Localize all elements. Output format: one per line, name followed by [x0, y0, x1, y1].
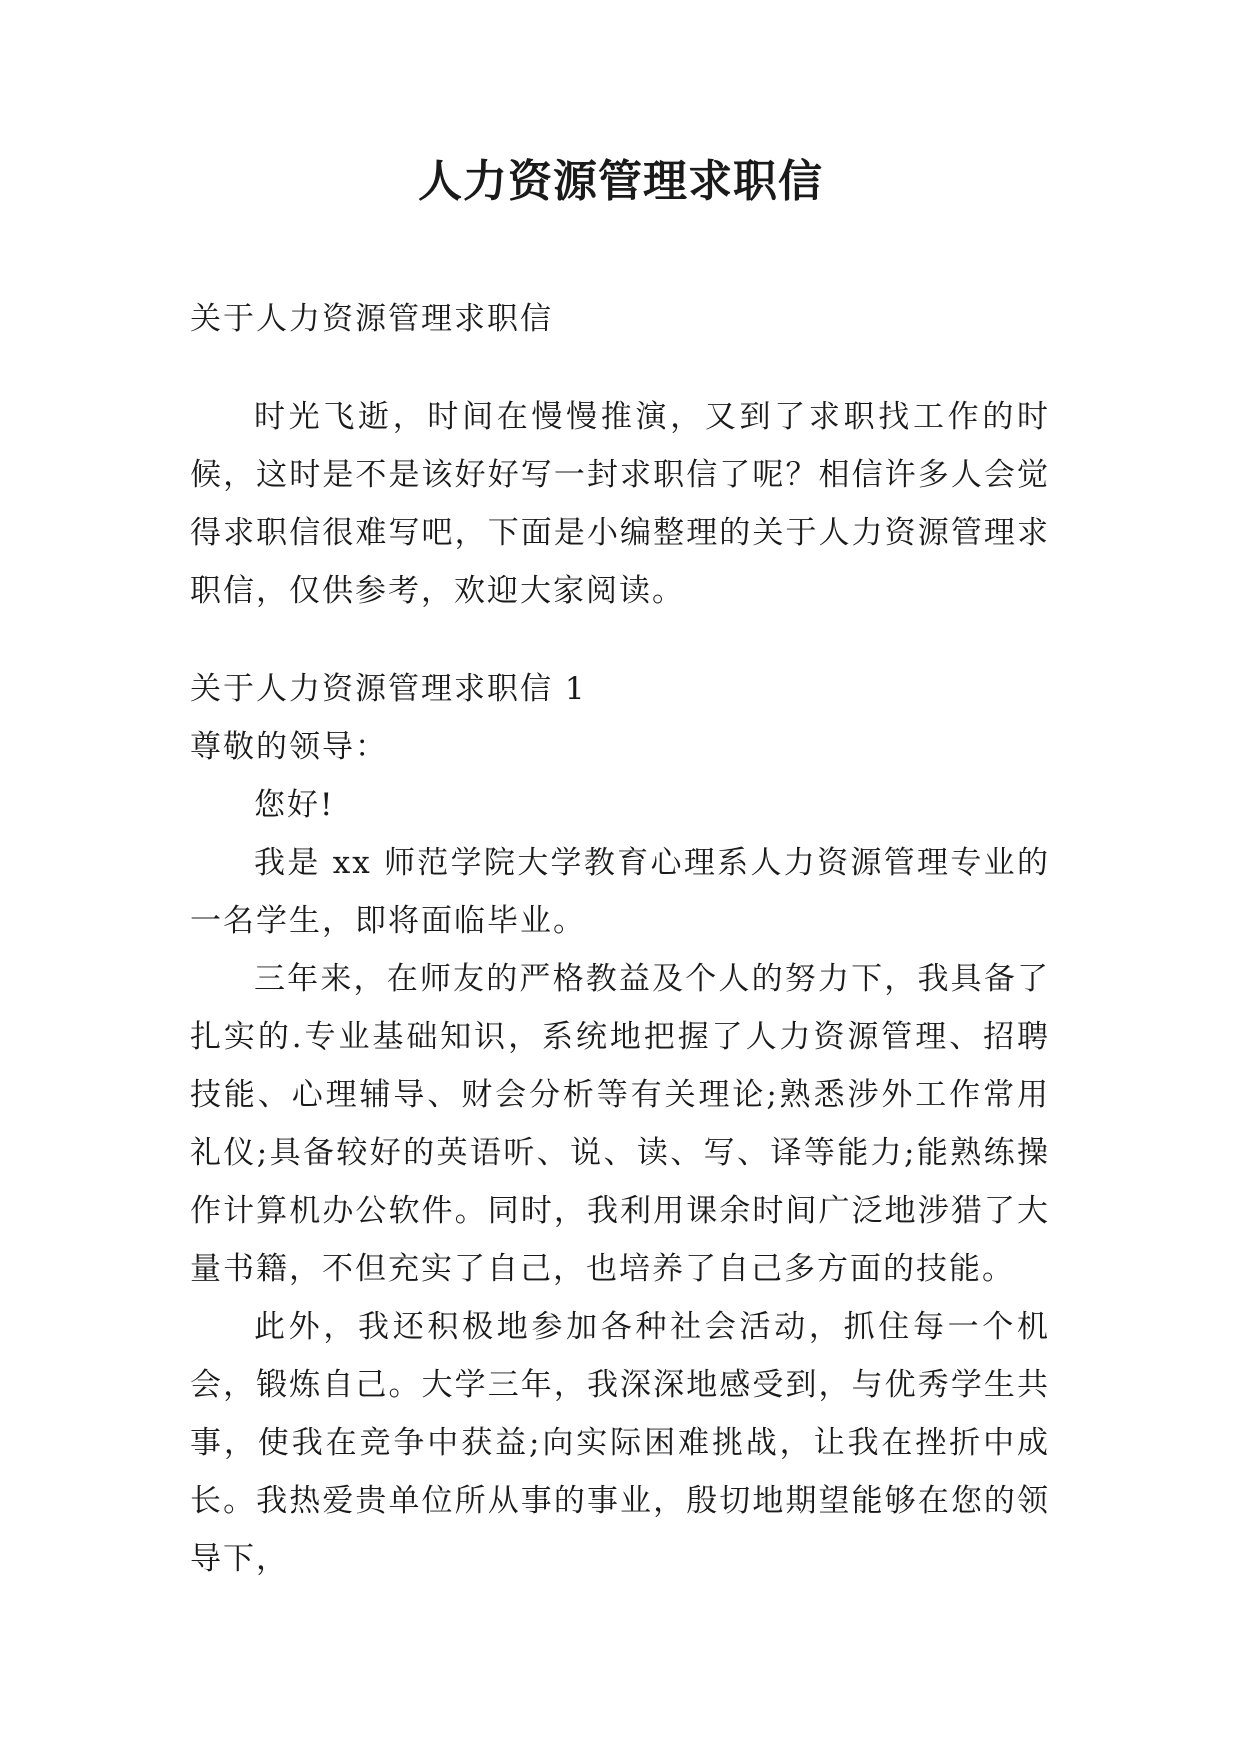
- letter-paragraph: 三年来，在师友的严格教益及个人的努力下，我具备了扎实的.专业基础知识，系统地把握了人力资源管理、招聘技能、心理辅导、财会分析等有关理论;熟悉涉外工作常用礼仪;具备较好的英语听、说、读、写、译等能力;能熟练操作计算机办公软件。同时，我利用课余时间广泛地涉猎了大量书籍，不但充实了自己，也培养了自己多方面的技能。: [190, 961, 1050, 1287]
- letter-salutation: 尊敬的领导：: [190, 729, 388, 765]
- subtitle: 关于人力资源管理求职信: [190, 301, 553, 337]
- letter-paragraph: 我是 xx 师范学院大学教育心理系人力资源管理专业的一名学生，即将面临毕业。: [190, 845, 1050, 939]
- letter-heading: 关于人力资源管理求职信 1: [190, 671, 587, 707]
- letter-paragraph: 此外，我还积极地参加各种社会活动，抓住每一个机会，锻炼自己。大学三年，我深深地感受到，与优秀学生共事，使我在竞争中获益;向实际困难挑战，让我在挫折中成长。我热爱贵单位所从事的事业，殷切地期望能够在您的领导下，: [190, 1309, 1050, 1577]
- intro-paragraph: 时光飞逝，时间在慢慢推演，又到了求职找工作的时候，这时是不是该好好写一封求职信了呢？相信许多人会觉得求职信很难写吧，下面是小编整理的关于人力资源管理求职信，仅供参考，欢迎大家阅读。: [190, 399, 1050, 609]
- document-title: 人力资源管理求职信: [418, 156, 823, 207]
- letter-greeting: 您好!: [254, 787, 335, 823]
- document-body: [190, 290, 1050, 1588]
